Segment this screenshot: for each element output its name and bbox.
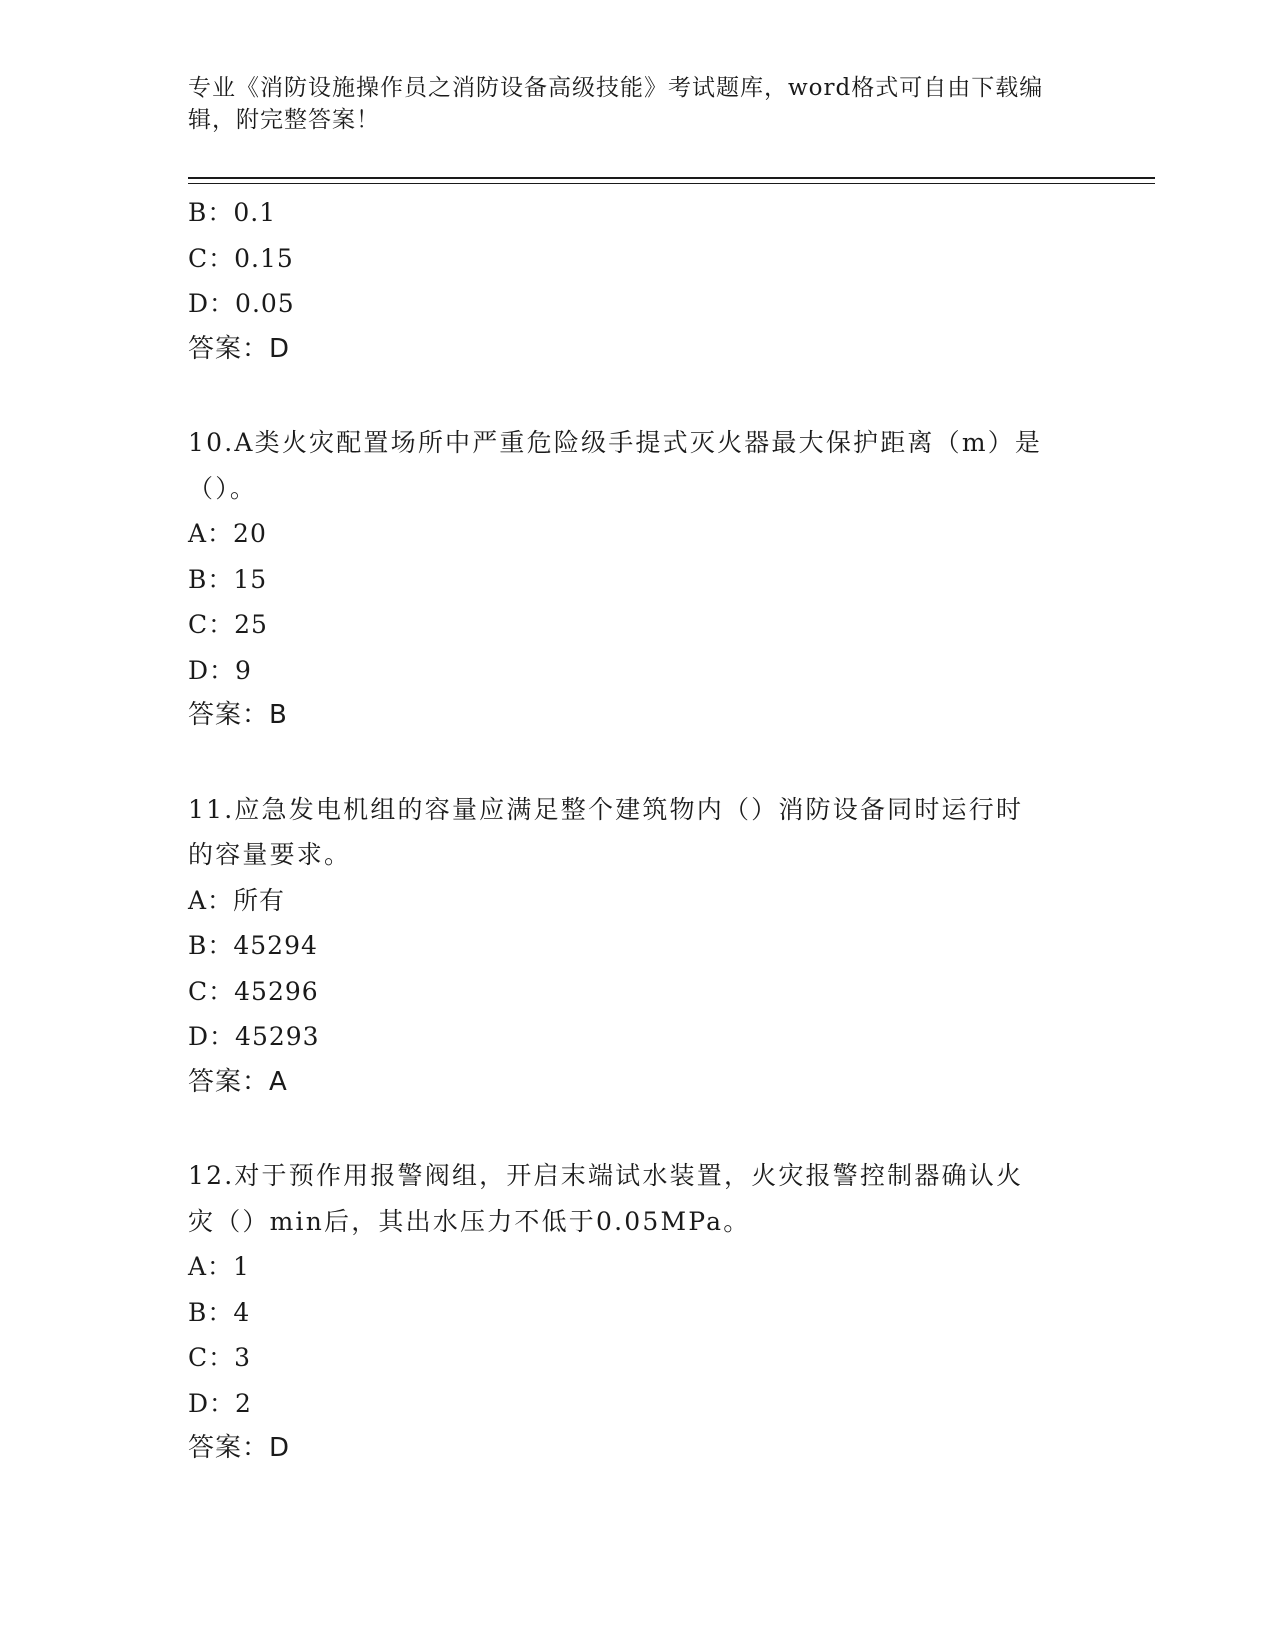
question-9-continuation [188, 190, 1088, 372]
question-12 [188, 1153, 1088, 1472]
question-stem-line: （）。 [188, 473, 258, 503]
option-b: B：4 [188, 1297, 251, 1327]
option-d: D：0.05 [188, 289, 295, 318]
document-header [188, 72, 1068, 136]
question-stem-line: 灾（）min后，其出水压力不低于0.05MPa。 [188, 1206, 751, 1236]
option-d: D：9 [188, 655, 252, 685]
option-b: B：15 [188, 564, 268, 594]
answer-line: 答案：D [188, 1433, 291, 1463]
option-a: A：所有 [188, 885, 286, 915]
question-stem-line: 的容量要求。 [188, 840, 352, 869]
header-rule-thin [188, 183, 1155, 184]
option-a: A：1 [188, 1252, 250, 1281]
question-stem-line: 11.应急发电机组的容量应满足整个建筑物内（）消防设备同时运行时 [188, 794, 1024, 824]
option-d: D：45293 [188, 1022, 320, 1051]
option-a: A：20 [188, 519, 267, 548]
question-content [188, 190, 1088, 1472]
option-b: B：45294 [188, 931, 318, 960]
option-d: D：2 [188, 1388, 252, 1418]
option-c: C：45296 [188, 976, 319, 1006]
header-rule-thick [188, 177, 1155, 179]
question-stem [188, 787, 1088, 878]
question-stem [188, 420, 1088, 511]
header-line-1: 专业《消防设施操作员之消防设备高级技能》考试题库，word格式可自由下载编 [188, 75, 1044, 101]
answer-line: 答案：B [188, 700, 288, 730]
answer-line: 答案：A [188, 1066, 288, 1097]
option-b: B：0.1 [188, 198, 277, 227]
question-stem [188, 1153, 1088, 1244]
option-c: C：25 [188, 610, 268, 639]
question-stem-line: 10.A类火灾配置场所中严重危险级手提式灭火器最大保护距离（m）是 [188, 428, 1043, 457]
option-c: C：0.15 [188, 243, 294, 273]
question-stem-line: 12.对于预作用报警阀组，开启末端试水装置，火灾报警控制器确认火 [188, 1161, 1024, 1190]
answer-line: 答案：D [188, 333, 291, 364]
question-11 [188, 787, 1088, 1106]
option-c: C：3 [188, 1343, 252, 1372]
header-line-2: 辑，附完整答案！ [188, 107, 380, 133]
question-10 [188, 420, 1088, 739]
